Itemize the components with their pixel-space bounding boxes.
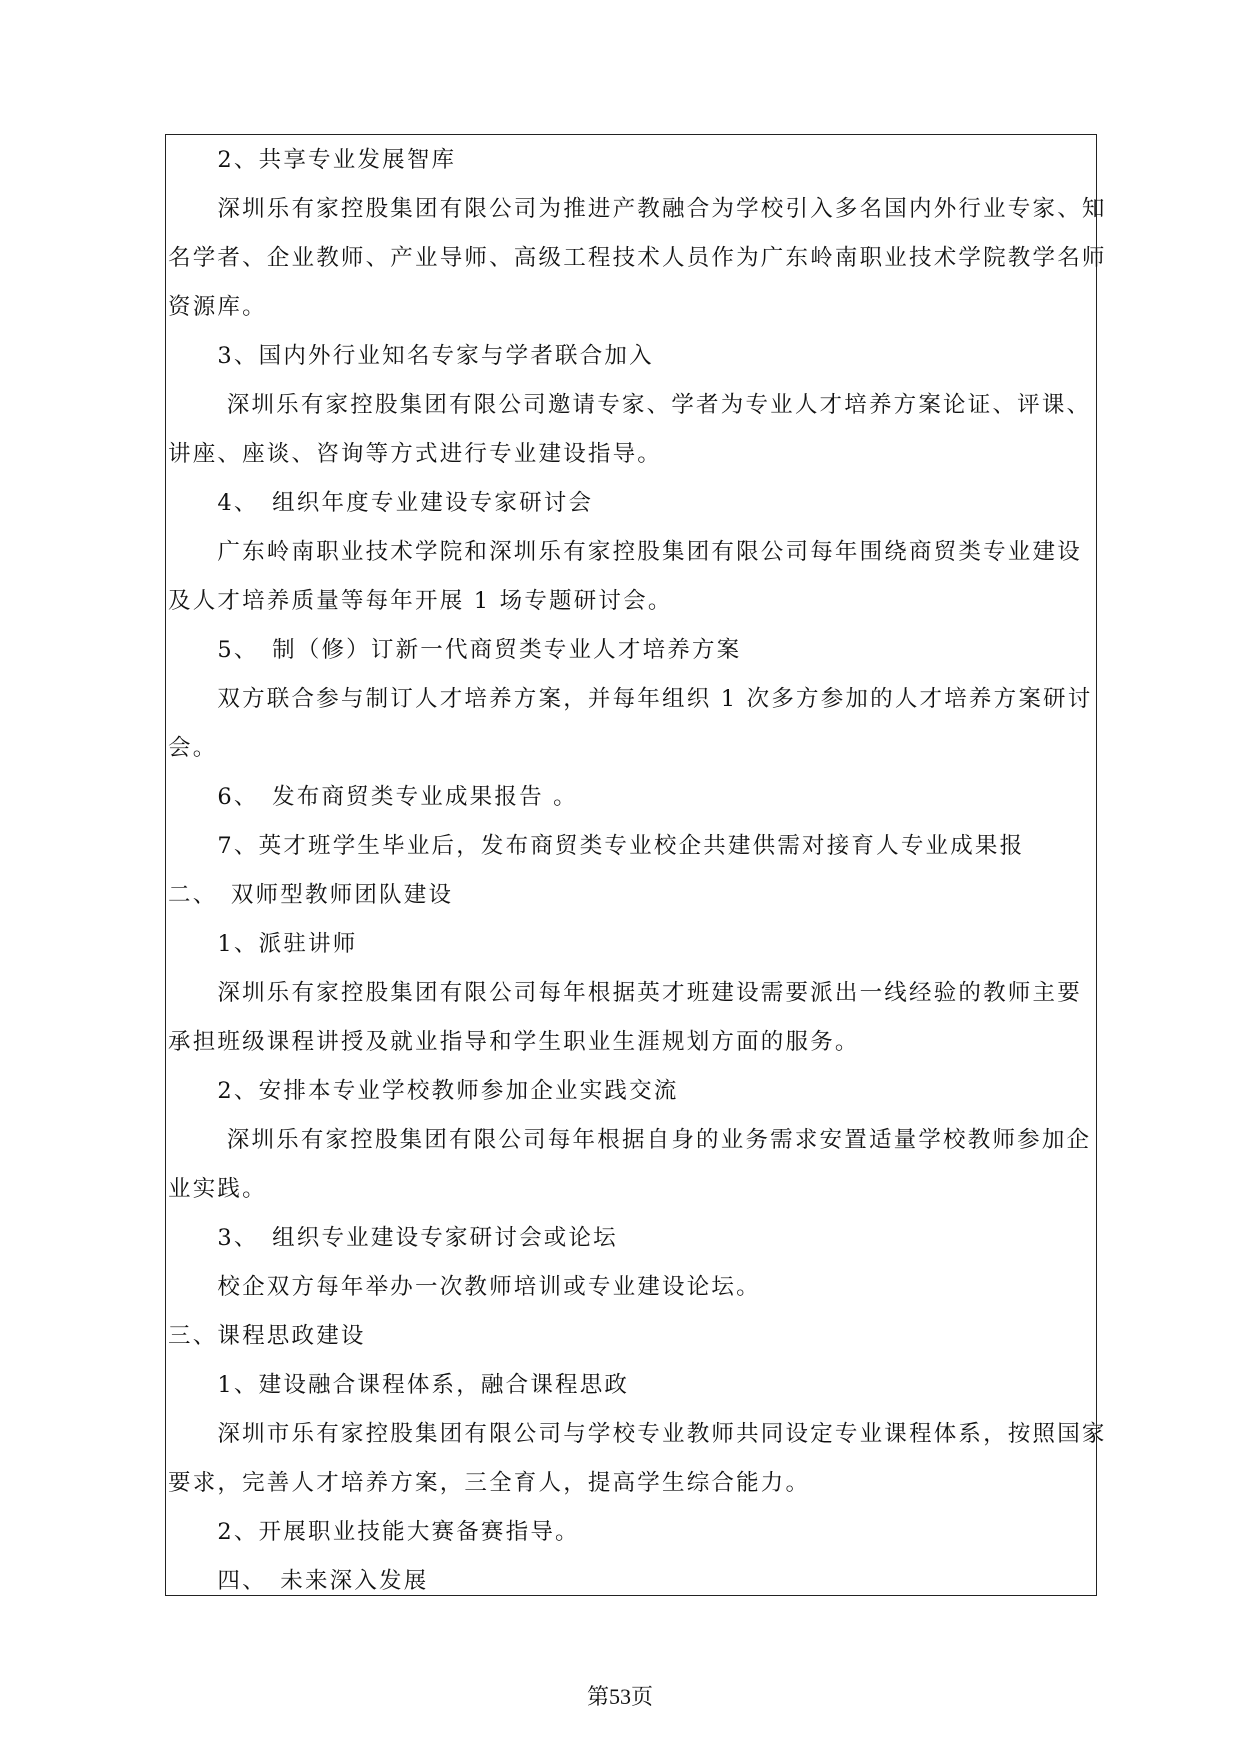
text-line: 校企双方每年举办一次教师培训或专业建设论坛。 — [168, 1274, 761, 1300]
text-line: 深圳乐有家控股集团有限公司为推进产教融合为学校引入多名国内外行业专家、知 — [168, 196, 1107, 222]
section-heading: 四、 未来深入发展 — [168, 1568, 429, 1594]
section-heading: 二、 双师型教师团队建设 — [168, 882, 454, 908]
text-line: 承担班级课程讲授及就业指导和学生职业生涯规划方面的服务。 — [168, 1029, 860, 1055]
text-line: 2、开展职业技能大赛备赛指导。 — [168, 1519, 580, 1545]
text-line: 5、 制（修）订新一代商贸类专业人才培养方案 — [168, 637, 742, 663]
text-line: 3、国内外行业知名专家与学者联合加入 — [168, 343, 654, 369]
page-number: 第53页 — [586, 1684, 653, 1709]
text-line: 双方联合参与制订人才培养方案，并每年组织 1 次多方参加的人才培养方案研讨 — [168, 686, 1093, 712]
text-line: 广东岭南职业技术学院和深圳乐有家控股集团有限公司每年围绕商贸类专业建设 — [168, 539, 1082, 565]
text-line: 资源库。 — [168, 294, 267, 320]
text-line: 1、派驻讲师 — [168, 931, 358, 957]
text-line: 讲座、座谈、咨询等方式进行专业建设指导。 — [168, 441, 663, 467]
text-line: 7、英才班学生毕业后，发布商贸类专业校企共建供需对接育人专业成果报 — [168, 833, 1025, 859]
text-line: 6、 发布商贸类专业成果报告 。 — [168, 784, 578, 810]
text-line: 业实践。 — [168, 1176, 267, 1202]
content-frame — [165, 134, 1107, 1596]
text-line: 名学者、企业教师、产业导师、高级工程技术人员作为广东岭南职业技术学院教学名师 — [168, 245, 1107, 271]
text-line: 深圳乐有家控股集团有限公司邀请专家、学者为专业人才培养方案论证、评课、 — [168, 392, 1092, 418]
text-line: 2、安排本专业学校教师参加企业实践交流 — [168, 1078, 679, 1104]
text-line: 要求，完善人才培养方案，三全育人，提高学生综合能力。 — [168, 1470, 811, 1496]
text-line: 会。 — [168, 735, 218, 761]
text-line: 4、 组织年度专业建设专家研讨会 — [168, 490, 594, 516]
text-line: 及人才培养质量等每年开展 1 场专题研讨会。 — [168, 588, 673, 614]
text-line: 深圳乐有家控股集团有限公司每年根据自身的业务需求安置适量学校教师参加企 — [168, 1127, 1092, 1153]
text-line: 深圳市乐有家控股集团有限公司与学校专业教师共同设定专业课程体系，按照国家 — [168, 1421, 1107, 1447]
text-line: 1、建设融合课程体系，融合课程思政 — [168, 1372, 630, 1398]
text-line: 深圳乐有家控股集团有限公司每年根据英才班建设需要派出一线经验的教师主要 — [168, 980, 1082, 1006]
text-line: 2、共享专业发展智库 — [168, 147, 457, 173]
section-heading: 三、课程思政建设 — [168, 1323, 366, 1349]
text-line: 3、 组织专业建设专家研讨会或论坛 — [168, 1225, 618, 1251]
